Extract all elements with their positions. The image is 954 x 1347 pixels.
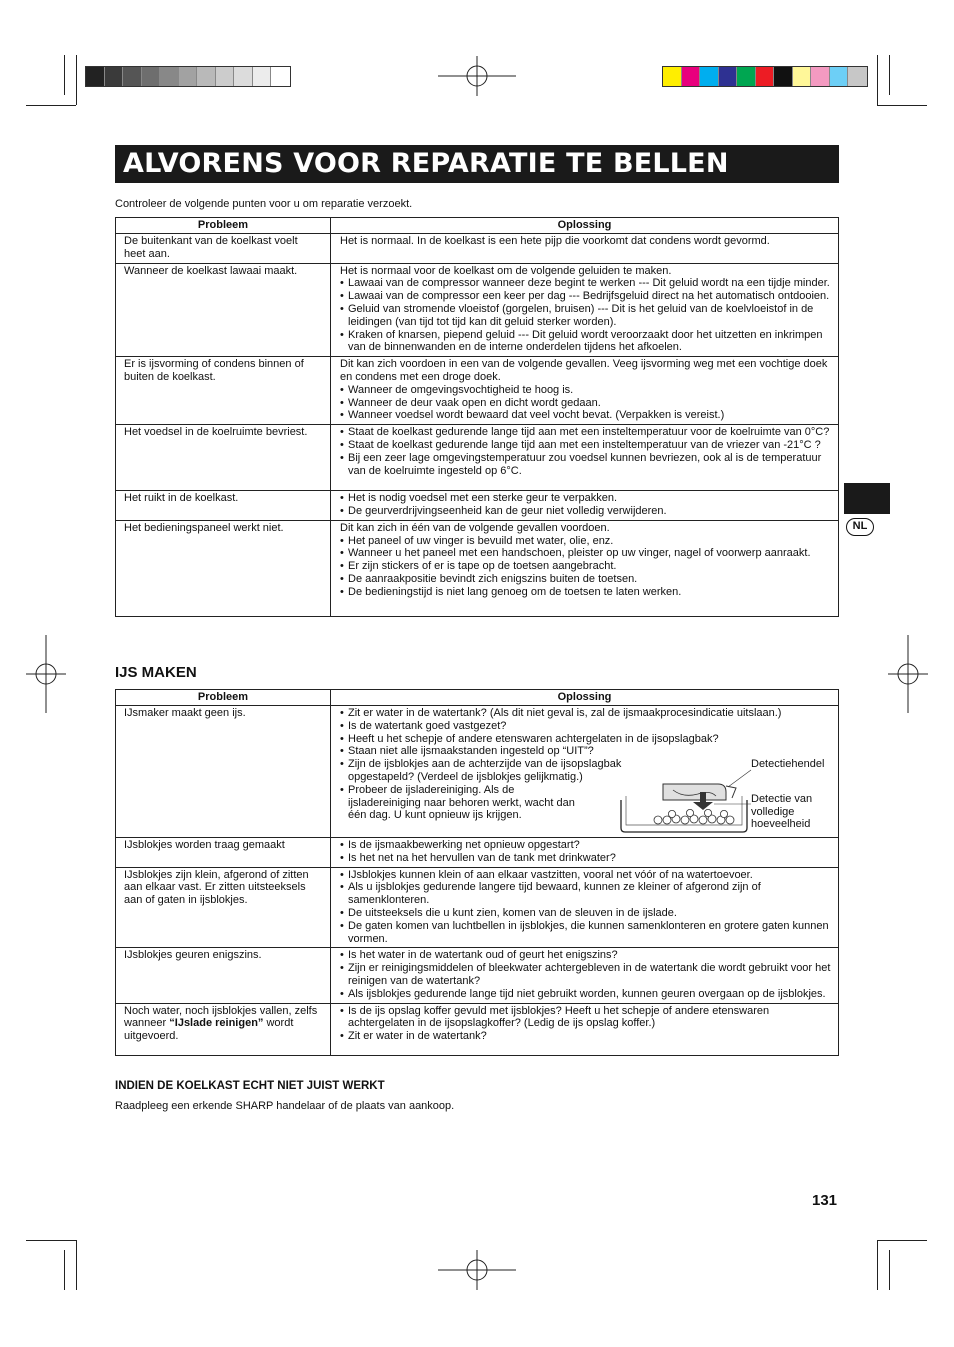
cmyk-color-strip [662,66,868,87]
troubleshooting-table [115,217,839,617]
ice-bin-illustration [618,752,753,834]
registration-mark-bottom [438,1250,516,1290]
color-swatch [142,67,161,86]
table-row [116,838,839,868]
grayscale-color-strip [85,66,291,87]
color-swatch [216,67,235,86]
solution-list [340,277,835,354]
list-item: • Er zijn stickers of er is tape op de toetsen aangebracht. [340,560,835,573]
color-swatch [848,67,867,86]
solution-intro: Het is normaal voor de koelkast om de volgende geluiden te maken. [340,264,672,277]
solution-list [340,492,835,518]
solution-list [340,426,835,477]
list-item: • De gaten komen van luchtbellen in ijsblokjes, die kunnen samenklonteren en grotere gaten kunnen vormen. [340,920,835,946]
problem-cell: Het bedieningspaneel werkt niet. [116,520,331,616]
list-item: • Is de watertank goed vastgezet? [340,720,835,733]
table-row [116,425,839,491]
list-item: • Probeer de ijsladereiniging. Als de ijsladereiniging naar behoren werkt, wacht dan één dag. U kunt opnieuw ijs krijgen. [340,784,590,822]
list-item: • Zijn er reinigingsmiddelen of bleekwater achtergebleven in de watertank die wordt gebruikt voor het reinigen van de watertank? [340,962,835,988]
problem-cell [116,1003,331,1055]
list-item: • Als u ijsblokjes gedurende langere tijd bewaard, kunnen ze kleiner of afgerond zijn of samenklonteren. [340,881,835,907]
page-number: 131 [812,1192,838,1209]
list-item: • Bij een zeer lage omgevingstemperatuur zou voedsel kunnen bevriezen, ook al is de temperatuur van de koelruimte ingesteld op 6°C. [340,452,835,478]
color-swatch [179,67,198,86]
problem-cell: IJsblokjes worden traag gemaakt [116,838,331,868]
list-item: • Als ijsblokjes gedurende lange tijd niet gebruikt worden, kunnen geuren overgaan op de ijsblokjes. [340,988,835,1001]
ice-troubleshooting-table [115,689,839,1056]
footer-text: Raadpleeg een erkende SHARP handelaar of de plaats van aankoop. [115,1100,455,1112]
list-item: • Wanneer voedsel wordt bewaard dat veel vocht bevat. (Verpakken is vereist.) [340,409,835,422]
solution-cell [331,357,839,425]
color-swatch [793,67,812,86]
list-item: • Is de ijs opslag koffer gevuld met ijsblokjes? Heeft u het schepje of andere etenswaren achtergelaten in de ijsopslagkoffer? (Ledig de ijs opslag koffer.) [340,1005,835,1031]
problem-cell: De buitenkant van de koelkast voelt heet aan. [116,234,331,264]
list-item: • Staat de koelkast gedurende lange tijd aan met een insteltemperatuur van de vriezer van -21°C ? [340,439,835,452]
table-row [116,491,839,521]
solution-cell [331,491,839,521]
list-item: • Het paneel of uw vinger is bevuild met water, olie, enz. [340,535,835,548]
full-detection-label: Detectie van volledige hoeveelheid [751,793,813,830]
solution-intro: Het is normaal. In de koelkast is een hete pijp die voorkomt dat condens wordt gevormd. [340,235,770,247]
solution-list [340,1005,835,1043]
ice-maker-diagram [618,752,840,834]
list-item: • Zit er water in de watertank? (Als dit niet geval is, zal de ijsmaakprocesindicatie uitslaan.) [340,707,835,720]
list-item: • Wanneer u het paneel met een handschoen, pleister op uw vinger, nagel of voorwerp aanraakt. [340,547,835,560]
solution-cell [331,520,839,616]
problem-cell: Het voedsel in de koelruimte bevriest. [116,425,331,491]
list-item: • De aanraakpositie bevindt zich enigszins buiten de toetsen. [340,573,835,586]
column-header-solution: Oplossing [331,218,839,234]
solution-list [340,839,835,865]
list-item: • Is de ijsmaakbewerking net opnieuw opgestart? [340,839,835,852]
color-swatch [774,67,793,86]
solution-cell [331,867,839,948]
color-swatch [160,67,179,86]
list-item: • IJsblokjes kunnen klein of aan elkaar vastzitten, vooral net vóór of na watertoevoer. [340,869,835,882]
solution-list [340,384,835,422]
list-item: • Heeft u het schepje of andere etenswaren achtergelaten in de ijsopslagbak? [340,733,835,746]
list-item: • Is het net na het hervullen van de tank met drinkwater? [340,852,835,865]
list-item: • Geluid van stromende vloeistof (gorgelen, bruisen) --- Dit is het geluid van de koelvloeistof in de leidingen (van tijd tot tijd kan dit geluid sterker worden). [340,303,835,329]
solution-cell [331,263,839,357]
list-item: • Wanneer de omgevingsvochtigheid te hoog is. [340,384,835,397]
list-item: • Staan niet alle ijsmaakstanden ingesteld op “UIT”? [340,745,595,758]
list-item: • Kraken of knarsen, piepend geluid --- Dit geluid wordt veroorzaakt door het uitzetten en inkrimpen van de binnenwanden en de interne onderdelen tijdens het afkoelen. [340,329,835,355]
color-swatch [253,67,272,86]
solution-intro: Dit kan zich voordoen in een van de volgende gevallen. Veeg ijsvorming weg met een vochtige doek en condens met een droge doek. [340,358,828,383]
problem-cell: Wanneer de koelkast lawaai maakt. [116,263,331,357]
column-header-solution: Oplossing [331,690,839,706]
list-item: • Lawaai van de compressor wanneer deze begint te werken --- Dit geluid wordt na een tijdje minder. [340,277,835,290]
problem-bold-text: “IJslade reinigen” [169,1017,264,1030]
color-swatch [105,67,124,86]
list-item: • Is het water in de watertank oud of geurt het enigszins? [340,949,835,962]
table-row [116,520,839,616]
color-swatch [123,67,142,86]
column-header-problem: Probleem [116,690,331,706]
solution-cell [331,838,839,868]
table-row [116,1003,839,1055]
solution-cell [331,425,839,491]
problem-cell: Er is ijsvorming of condens binnen of buiten de koelkast. [116,357,331,425]
registration-mark-right [888,635,928,713]
list-item: • Zijn de ijsblokjes aan de achterzijde van de ijsopslagbak opgestapeld? (Verdeel de ijsblokjes gelijkmatig.) [340,758,658,784]
list-item: • De geurverdrijvingseenheid kan de geur niet volledig verwijderen. [340,505,835,518]
page-title: ALVORENS VOOR REPARATIE TE BELLEN [115,145,839,183]
solution-cell [331,948,839,1003]
problem-text: Noch water, noch ijsblokjes vallen, zelfs wanneer [124,1004,318,1030]
problem-text: wordt uitgevoerd. [124,1017,294,1043]
footer-heading: INDIEN DE KOELKAST ECHT NIET JUIST WERKT [115,1080,385,1092]
solution-cell [331,1003,839,1055]
list-item: • Het is nodig voedsel met een sterke geur te verpakken. [340,492,835,505]
registration-mark-left [26,635,66,713]
list-item: • Lawaai van de compressor een keer per dag --- Bedrijfsgeluid direct na het automatisch ontdooien. [340,290,835,303]
table-row [116,867,839,948]
problem-cell: IJsmaker maakt geen ijs. [116,706,331,838]
registration-mark-top [438,56,516,96]
list-item: • De uitsteeksels die u kunt zien, komen van de sleuven in de ijslade. [340,907,835,920]
color-swatch [663,67,682,86]
solution-list [340,535,835,599]
list-item: • Zit er water in de watertank? [340,1030,835,1043]
table-row [116,948,839,1003]
section-tab-marker [844,483,890,514]
color-swatch [682,67,701,86]
list-item: • De bedieningstijd is niet lang genoeg om de toetsen te laten werken. [340,586,835,599]
table-row [116,263,839,357]
problem-cell: IJsblokjes geuren enigszins. [116,948,331,1003]
solution-intro: Dit kan zich in één van de volgende gevallen voordoen. [340,521,610,534]
solution-cell [331,234,839,264]
color-swatch [756,67,775,86]
color-swatch [719,67,738,86]
ice-section-title: IJS MAKEN [115,664,197,681]
table-row [116,234,839,264]
list-item: • Staat de koelkast gedurende lange tijd aan met een insteltemperatuur voor de koelruimte van 0°C? [340,426,835,439]
color-swatch [86,67,105,86]
problem-cell: IJsblokjes zijn klein, afgerond of zitten aan elkaar vast. Er zitten uitsteeksels aan of gaten in ijsblokjes. [116,867,331,948]
color-swatch [811,67,830,86]
color-swatch [830,67,849,86]
solution-list [340,949,835,1000]
color-swatch [197,67,216,86]
detection-lever-label: Detectiehendel [751,758,825,770]
intro-text: Controleer de volgende punten voor u om reparatie verzoekt. [115,198,413,210]
list-item: • Wanneer de deur vaak open en dicht wordt gedaan. [340,397,835,410]
solution-list [340,869,835,946]
color-swatch [737,67,756,86]
column-header-problem: Probleem [116,218,331,234]
color-swatch [234,67,253,86]
language-badge: NL [846,518,874,536]
color-swatch [271,67,290,86]
table-row [116,357,839,425]
color-swatch [700,67,719,86]
problem-cell: Het ruikt in de koelkast. [116,491,331,521]
